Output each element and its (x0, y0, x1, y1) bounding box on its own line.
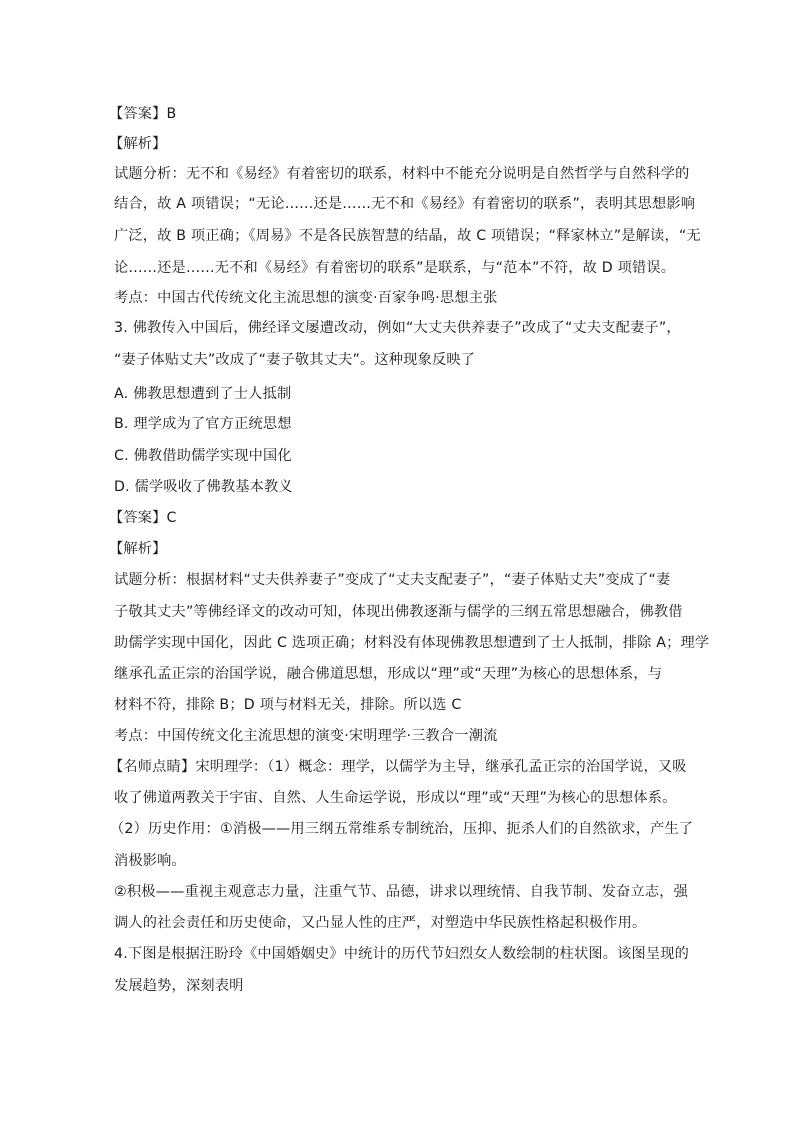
q2-analysis-line-1: 试题分析：无不和《易经》有着密切的联系，材料中不能充分说明是自然哲学与自然科学的 (114, 166, 690, 182)
q2-analysis-label: 【解析】 (109, 136, 167, 152)
q3-analysis-label: 【解析】 (109, 541, 167, 557)
q4-stem-line-2: 发展趋势，深刻表明 (114, 978, 244, 994)
q3-analysis-line-4: 继承孔孟正宗的治国学说，融合佛道思想，形成以“理”或“天理”为核心的思想体系，与 (114, 666, 663, 682)
q2-answer: 【答案】B (109, 106, 177, 122)
q3-option-b: B. 理学成为了官方正统思想 (114, 416, 292, 432)
q3-analysis-line-2: 子敬其丈夫”等佛经译文的改动可知，体现出佛教逐渐与儒学的三纲五常思想融合，佛教借 (114, 604, 683, 620)
q3-mingshi-line-4: 消极影响。 (114, 853, 186, 869)
q2-analysis-line-4: 论……还是……无不和《易经》有着密切的联系”是联系，与“范本”不符，故 D 项错误。 (114, 260, 676, 276)
q3-mingshi-line-3: （2）历史作用：①消极——用三纲五常维系专制统治，压抑、扼杀人们的自然欲求，产生了 (110, 821, 694, 837)
q3-answer: 【答案】C (109, 510, 177, 526)
q3-mingshi-line-1: 【名师点睛】宋明理学：（1）概念：理学，以儒学为主导，继承孔孟正宗的治国学说，又吸 (109, 759, 687, 775)
q3-option-c: C. 佛教借助儒学实现中国化 (114, 448, 292, 464)
q2-analysis-line-3: 广泛，故 B 项正确；《周易》不是各民族智慧的结晶，故 C 项错误；“释家林立”是解读，“无 (114, 228, 701, 244)
q2-analysis-line-2: 结合，故 A 项错误；“无论……还是……无不和《易经》有着密切的联系”，表明其思想影响 (114, 196, 696, 212)
q3-option-a: A. 佛教思想遭到了士人抵制 (114, 386, 292, 402)
q3-stem-line-1: 3. 佛教传入中国后，佛经译文屡遭改动，例如“大丈夫供养妻子”改成了“丈夫支配妻子”， (114, 320, 681, 336)
q3-kaodian: 考点：中国传统文化主流思想的演变·宋明理学·三教合一潮流 (114, 728, 498, 744)
q2-kaodian: 考点：中国古代传统文化主流思想的演变·百家争鸣·思想主张 (114, 290, 498, 306)
q3-option-d: D. 儒学吸收了佛教基本教义 (114, 479, 293, 495)
q3-mingshi-line-2: 收了佛道两教关于宇宙、自然、人生命运学说，形成以“理”或“天理”为核心的思想体系。 (114, 790, 677, 806)
q3-stem-line-2: “妻子体贴丈夫”改成了“妻子敬其丈夫”。这种现象反映了 (114, 352, 476, 368)
q3-analysis-line-3: 助儒学实现中国化，因此 C 选项正确；材料没有体现佛教思想遭到了士人抵制，排除 A；理学 (114, 635, 710, 651)
q3-mingshi-line-5: ②积极——重视主观意志力量，注重气节、品德，讲求以理统情、自我节制、发奋立志，强 (114, 884, 689, 900)
q3-analysis-line-1: 试题分析：根据材料“丈夫供养妻子”变成了“丈夫支配妻子”，“妻子体贴丈夫”变成了“妻 (114, 572, 671, 588)
q3-mingshi-line-6: 调人的社会责任和历史使命，又凸显人性的庄严，对塑造中华民族性格起积极作用。 (114, 915, 647, 931)
q3-analysis-line-5: 材料不符，排除 B；D 项与材料无关，排除。所以选 C (114, 697, 462, 713)
q4-stem-line-1: 4.下图是根据汪盼玲《中国婚姻史》中统计的历代节妇烈女人数绘制的柱状图。该图呈现的 (114, 946, 690, 962)
